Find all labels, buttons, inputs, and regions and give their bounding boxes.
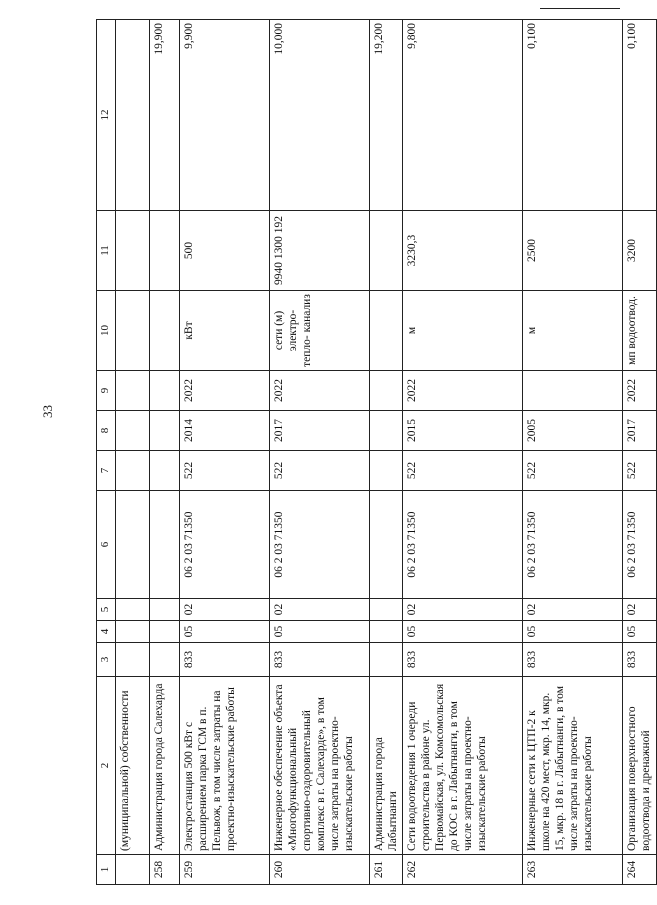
column-header: 11 [97,211,116,291]
table-cell-c4 [116,621,150,643]
table-cell-c3 [370,643,403,677]
column-header: 7 [97,451,116,491]
table-row [116,20,150,885]
column-header: 5 [97,599,116,621]
table-cell-c4: 05 [403,621,523,643]
table-cell-no: 263 [523,855,623,885]
column-header: 10 [97,291,116,371]
table-cell-c7: 522 [623,451,657,491]
table-cell-no: 262 [403,855,523,885]
table-cell-c8 [116,411,150,451]
table-cell-c7: 522 [180,451,270,491]
column-header: 1 [97,855,116,885]
table-cell-name: (муниципальной) собственности [116,677,150,855]
header-row [97,20,116,885]
table-row [180,20,270,885]
table-cell-name: Электростанция 500 кВт с расширением парка ГСМ в п. Пельвож, в том числе затраты на проектно-изыскательские работы [180,677,270,855]
table-cell-c11: 3200 [623,211,657,291]
table-cell-c10: кВт [180,291,270,371]
table-cell-c10 [116,291,150,371]
table-cell-c3 [116,643,150,677]
table-cell-no: 264 [623,855,657,885]
table-cell-c6: 06 2 03 71350 [523,491,623,599]
table-cell-c5: 02 [403,599,523,621]
table-cell-c10: м [403,291,523,371]
table-cell-c3: 833 [403,643,523,677]
table-cell-c8 [370,411,403,451]
table-cell-c11: 2500 [523,211,623,291]
table-cell-c9 [150,371,180,411]
table-cell-c9 [116,371,150,411]
table-cell-c10: мп водоотвод. [623,291,657,371]
table-cell-c11 [116,211,150,291]
column-header: 3 [97,643,116,677]
table-cell-c5: 02 [523,599,623,621]
table-row [623,20,657,885]
table-cell-c3: 833 [523,643,623,677]
table-cell-name: Инженерные сети к ЦТП-2 к школе на 420 мест, мкр. 14, мкр. 15, мкр. 18 в г. Лабытнанги, в том числе затраты на проектно-изыскательские работы [523,677,623,855]
table-cell-c10: сети (м) электро- тепло- канализ [270,291,370,371]
table-cell-c9: 2022 [180,371,270,411]
table-cell-c5: 02 [180,599,270,621]
table-cell-c12: 10,000 [270,20,370,211]
table-cell-c4: 05 [523,621,623,643]
table-cell-c5 [370,599,403,621]
table-cell-name: Администрация города Лабытнанги [370,677,403,855]
table-cell-c9 [523,371,623,411]
table-cell-c3: 833 [623,643,657,677]
table-cell-c12: 19,200 [370,20,403,211]
column-header: 2 [97,677,116,855]
table-cell-c5 [116,599,150,621]
table-cell-c9: 2022 [403,371,523,411]
table-cell-c12: 0,100 [623,20,657,211]
table-cell-c5: 02 [270,599,370,621]
column-header: 9 [97,371,116,411]
table-cell-c10: м [523,291,623,371]
table-row [270,20,370,885]
table-cell-c10 [370,291,403,371]
table-row [523,20,623,885]
table-cell-c12: 9,900 [180,20,270,211]
table-cell-c10 [150,291,180,371]
table-cell-c7 [150,451,180,491]
table-cell-name: Администрация города Салехарда [150,677,180,855]
table-cell-c4 [150,621,180,643]
table-cell-c3 [150,643,180,677]
table-cell-c5: 02 [623,599,657,621]
table-cell-c4: 05 [180,621,270,643]
column-header: 4 [97,621,116,643]
table-cell-no [116,855,150,885]
table-cell-c11: 500 [180,211,270,291]
table-cell-c11 [150,211,180,291]
table-cell-c7 [370,451,403,491]
table-cell-c7: 522 [270,451,370,491]
page-number: 33 [40,405,55,418]
table-cell-c4: 05 [623,621,657,643]
table-cell-name: Инженерное обеспечение объекта «Многофункциональный спортивно-оздоровительный комплекс в г. Салехарде», в том числе затраты на проектно-изыскательские работы [270,677,370,855]
table-cell-c9: 2022 [270,371,370,411]
table-cell-c7 [116,451,150,491]
table-cell-c8: 2015 [403,411,523,451]
table-cell-c6 [116,491,150,599]
table-cell-c4 [370,621,403,643]
table-cell-c8 [150,411,180,451]
table-row [370,20,403,885]
table-row [150,20,180,885]
table-cell-c6: 06 2 03 71350 [403,491,523,599]
table-cell-c9: 2022 [623,371,657,411]
table-cell-c6 [150,491,180,599]
table-cell-c8: 2017 [623,411,657,451]
table-cell-c4: 05 [270,621,370,643]
table-cell-c6 [370,491,403,599]
table-cell-c12 [116,20,150,211]
table-row [403,20,523,885]
table-cell-no: 259 [180,855,270,885]
table-cell-c9 [370,371,403,411]
table-cell-c12: 0,100 [523,20,623,211]
table-cell-c8: 2005 [523,411,623,451]
table-cell-c6: 06 2 03 71350 [623,491,657,599]
table-cell-c3: 833 [180,643,270,677]
table-cell-c11 [370,211,403,291]
table-cell-no: 261 [370,855,403,885]
table-body [116,20,657,885]
column-header: 12 [97,20,116,211]
table-cell-no: 260 [270,855,370,885]
table-cell-c8: 2014 [180,411,270,451]
table-cell-name: Сети водоотведения 1 очереди строительства в районе ул. Первомайская, ул. Комсомольская до КОС в г. Лабытнанги, в том числе затраты на проектно-изыскательские работы [403,677,523,855]
table-cell-c7: 522 [403,451,523,491]
table-cell-c5 [150,599,180,621]
table-cell-no: 258 [150,855,180,885]
budget-table [96,19,657,885]
table-cell-c7: 522 [523,451,623,491]
table-cell-name: Организация поверхностного водоотвода и дренажной [623,677,657,855]
table-cell-c12: 19,900 [150,20,180,211]
table-cell-c6: 06 2 03 71350 [270,491,370,599]
column-header: 6 [97,491,116,599]
table-cell-c11: 9940 1300 192 [270,211,370,291]
table-cell-c3: 833 [270,643,370,677]
rotated-table-wrapper [96,20,653,885]
table-cell-c6: 06 2 03 71350 [180,491,270,599]
table-cell-c11: 3230,3 [403,211,523,291]
column-header: 8 [97,411,116,451]
table-cell-c8: 2017 [270,411,370,451]
table-cell-c12: 9,800 [403,20,523,211]
